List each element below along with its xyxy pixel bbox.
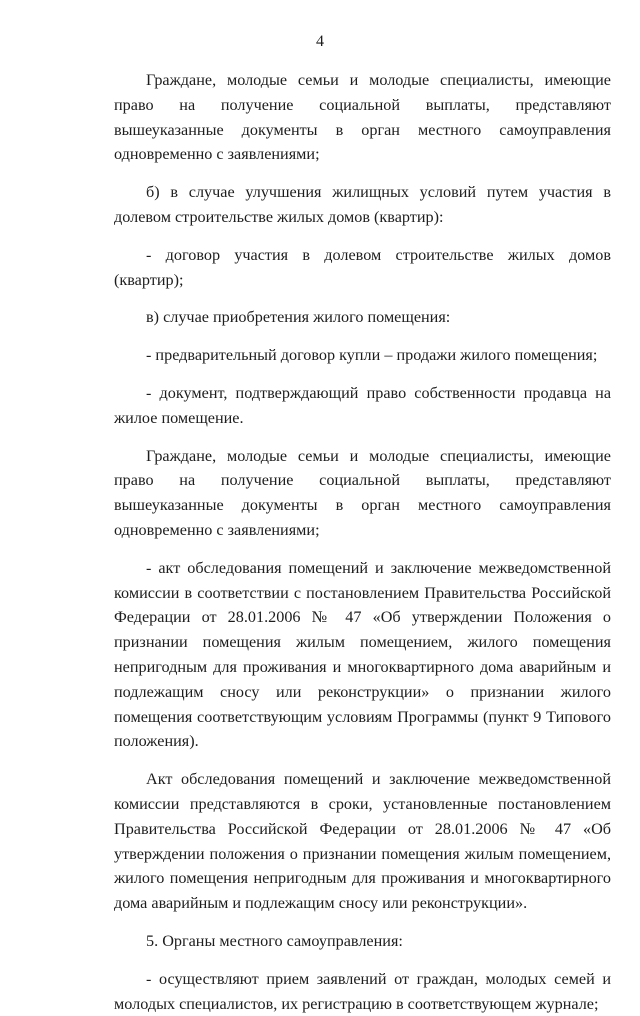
paragraph-citizens-submit-documents: Граждане, молодые семьи и молодые специалисты, имеющие право на получение социальной выплаты, представляют вышеуказанные документы в орган местного самоуправления одновременно с заявлениями; (114, 71, 611, 164)
paragraph-citizens-submit-documents-repeat: Граждане, молодые семьи и молодые специалисты, имеющие право на получение социальной выплаты, представляют вышеуказанные документы в орган местного самоуправления одновременно с заявлениями; (114, 446, 611, 539)
paragraph-inspection-act-requirement: - акт обследования помещений и заключение межведомственной комиссии в соответствии с постановлением Правительства Российской Федерации от 28.01.2006 № 47 «Об утверждении Положения о признании помещения жилым помещением, жилого помещения непригодным для проживания и многоквартирного дома аварийным и подлежащим сносу или реконструкции» о признании жилого помещения соответствующим условиям Программы (пункт 9 Типового положения). (114, 558, 611, 751)
paragraph-shared-construction-case: б) в случае улучшения жилищных условий путем участия в долевом строительстве жилых домов (квартир): (114, 183, 611, 226)
paragraph-local-authorities-heading: 5. Органы местного самоуправления: (146, 931, 403, 950)
paragraph-ownership-document: - документ, подтверждающий право собственности продавца на жилое помещение. (114, 383, 611, 427)
document-body (114, 68, 611, 1016)
paragraph-residential-purchase-case: в) случае приобретения жилого помещения: (146, 308, 451, 327)
paragraph-inspection-act-deadline: Акт обследования помещений и заключение межведомственной комиссии представляются в сроки, установленные постановлением Правительства Российской Федерации от 28.01.2006 № 47 «Об утверждении положения о признании помещения жилым помещением, жилого помещения непригодным для проживания и многоквартирного дома аварийным и подлежащим сносу или реконструкции». (114, 770, 611, 913)
paragraph-shared-construction-contract: - договор участия в долевом строительстве жилых домов (квартир); (114, 245, 611, 289)
paragraph-local-authorities-intake: - осуществляют прием заявлений от граждан, молодых семей и молодых специалистов, их регистрацию в соответствующем журнале; (114, 969, 611, 1013)
page-number: 4 (316, 33, 324, 50)
paragraph-preliminary-sale-contract: - предварительный договор купли – продажи жилого помещения; (146, 346, 598, 365)
